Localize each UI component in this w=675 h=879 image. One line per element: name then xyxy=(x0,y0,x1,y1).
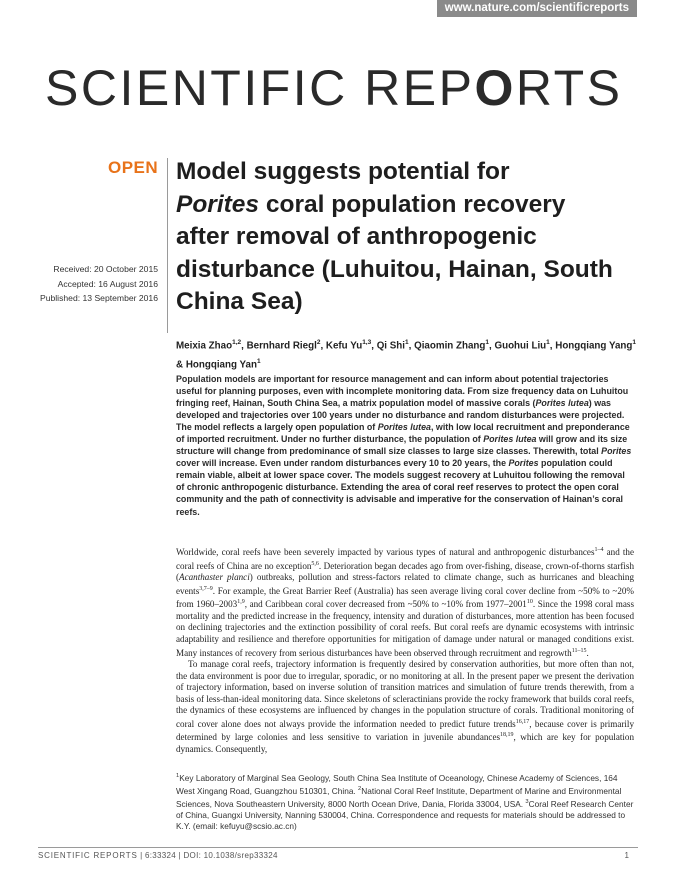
page-number: 1 xyxy=(624,851,629,860)
abstract-text: ) was developed and trajectories over 100 years under no disturbance and random disturbances were projected. The model reflects a largely open population of xyxy=(176,398,625,433)
author-affiliation-mark: 1 xyxy=(546,339,550,346)
author-separator: , xyxy=(408,340,415,352)
body-text: Acanthaster planci xyxy=(179,572,250,583)
abstract-text: will grow and its size structure will change from predominance of small size classes to large size classes. Therewith, total xyxy=(176,434,628,457)
citation-superscript: 3,7–9 xyxy=(199,585,213,592)
body-text: . xyxy=(586,647,589,658)
body-text: Worldwide, coral reefs have been severely impacted by various types of natural and anthropogenic disturbances xyxy=(176,547,595,558)
body-text: ) outbreaks, pollution and stress-factors related to climate change, such as hurricanes and bleaching events xyxy=(176,572,634,596)
body-text: , and Caribbean coral cover decreased from ~50% to ~10% from 1977–2001 xyxy=(244,599,527,610)
author-name: Kefu Yu xyxy=(325,340,363,352)
citation-superscript: 1–4 xyxy=(594,547,604,553)
abstract-text: Porites lutea xyxy=(483,434,537,445)
accepted-date: Accepted: 16 August 2016 xyxy=(57,278,158,289)
author-name: Bernhard Riegl xyxy=(246,340,317,352)
article-title xyxy=(176,156,616,319)
citation-superscript: 18,19 xyxy=(500,732,514,739)
author-affiliation-mark: 1 xyxy=(256,357,261,365)
body-text: , because cover is primarily determined by large colonies and less sensitive to variation in juvenile abundances xyxy=(176,718,634,743)
author-affiliation-mark: 1,2 xyxy=(232,339,242,346)
open-access-label: OPEN xyxy=(108,158,159,177)
body-text: . Deterioration began decades ago from over-fishing, disease, crown-of-thorns starfish ( xyxy=(176,560,634,583)
body-text: . Since the 1998 coral mass mortality and the predicted increase in the frequency, intensity and duration of disturbances, more attention has been focused on declining trajectories and the extinction possibility of coral reefs. But coral reefs are dynamic ecosystems with intrinsic adaptability and resilience and therefore opportunities for mitigation of damage under natural or managed conditions exist. Many instances of recovery from serious disturbances have been observed through recruitment and regrowth xyxy=(176,599,634,658)
masthead-part-1: SCIENTIFIC REP xyxy=(45,60,475,116)
footer-journal: SCIENTIFIC REPORTS xyxy=(38,851,138,860)
author-name: Hongqiang Yang xyxy=(555,340,633,352)
footer-divider xyxy=(38,847,638,848)
footer-doi: | 6:33324 | DOI: 10.1038/srep33324 xyxy=(137,851,278,860)
title-italic: Porites xyxy=(176,190,260,218)
affiliations xyxy=(176,771,636,833)
citation-superscript: 1,9 xyxy=(237,599,245,606)
author-name: Guohui Liu xyxy=(494,340,547,352)
abstract-text: Porites lutea xyxy=(535,398,589,409)
title-divider xyxy=(167,158,168,333)
affiliation-text: National Coral Reef Institute, Department of Marine and Environmental Sciences, Nova Southeastern University, 8000 North Ocean Drive, Dania, Florida 33004, USA. xyxy=(176,785,622,809)
body-text: . For example, the Great Barrier Reef (Australia) has seen average living coral cover decline from ~50% to ~20% from 1960–2003 xyxy=(176,585,634,610)
author-list xyxy=(176,335,636,373)
citation-superscript: 16,17 xyxy=(515,718,530,725)
author-name: Qiaomin Zhang xyxy=(414,340,486,352)
author-affiliation-mark: 1 xyxy=(405,339,409,346)
journal-url-badge[interactable]: www.nature.com/scientificreports xyxy=(437,0,637,17)
author-name: Hongqiang Yan xyxy=(185,359,257,371)
citation-superscript: 5,6 xyxy=(311,560,319,567)
author-affiliation-mark: 1 xyxy=(485,339,490,346)
abstract-text: population could remain viable, albeit at lower space cover. The models suggest recovery at Luhuitou following the removal of chronic anthropogenic disturbance. Extending the area of coral reef reserves to protect the open coral community and the path of connectivity is advisable and imperative for the conservation of Hainan’s coral reefs. xyxy=(176,458,625,517)
published-date: Published: 13 September 2016 xyxy=(39,293,158,303)
abstract-text: Porites lutea xyxy=(377,422,431,433)
body-text: , which are key for population dynamics. Consequently, xyxy=(176,732,635,754)
journal-masthead xyxy=(45,58,645,118)
affiliation-text: Coral Reef Research Center of China, Guangxi University, Nanning 530004, China. Correspondence and requests for materials should be addressed to K.Y. (email: kefuyu@scsio.ac.cn) xyxy=(176,798,634,832)
citation-superscript: 1 xyxy=(176,773,180,779)
author-separator: , xyxy=(371,340,377,352)
abstract-text: cover will increase. Even under random disturbances every 10 to 20 years, the xyxy=(176,458,509,469)
abstract-text: , with low local recruitment and preponderance of imported recruitment. Under no further disturbance, the population of xyxy=(176,422,630,445)
abstract-text: Porites xyxy=(601,446,632,457)
body-paragraph xyxy=(176,545,634,659)
body-text: To manage coral reefs, trajectory information is frequently desired by conservation authorities, but more often than not, the data environment is poor due to irregular, sporadic, or no monitoring at all. In the present paper we present the derivation of trajectory information, based on inverse solution of transition matrices and simulation of future trends therewith, from a basis of less-than-ideal monitoring data. Since skeletons of scleractinians provide the rocky framework that builds coral reefs, the dynamics of these ecosystems are influenced by changes in the population structure of corals. Traditional monitoring of coral cover alone does not always provide the information needed to predict future trends xyxy=(176,659,634,729)
abstract-text: Porites xyxy=(508,458,539,469)
author-separator: , xyxy=(549,340,556,352)
title-part-2: coral population recovery after removal of anthropogenic disturbance (Luhuitou, Hainan, South China Sea) xyxy=(176,190,613,316)
abstract-text: Population models are important for resource management and can inform about potential trajectories useful for planning purposes, even with incomplete monitoring data. From size frequency data on Luhuitou fringing reef, Hainan, South China Sea, a matrix population model of massive corals ( xyxy=(176,374,629,409)
citation-superscript: 10 xyxy=(526,599,533,606)
abstract xyxy=(176,373,634,518)
citation-superscript: 11–15 xyxy=(571,647,587,654)
title-part-1: Model suggests potential for xyxy=(176,158,510,185)
footer-citation xyxy=(38,851,278,860)
author-name: Meixia Zhao xyxy=(176,340,233,352)
citation-superscript: 2 xyxy=(358,786,362,793)
author-separator: & xyxy=(176,359,186,371)
publication-dates xyxy=(20,262,158,306)
author-separator: , xyxy=(241,340,247,352)
body-paragraph xyxy=(176,659,634,755)
affiliation-text: Key Laboratory of Marginal Sea Geology, South China Sea Institute of Oceanology, Chinese Academy of Sciences, 164 West Xingang Road, Guangzhou 510301, China. xyxy=(176,772,618,796)
author-separator: , xyxy=(320,340,326,352)
citation-superscript: 3 xyxy=(525,799,529,806)
author-name: Qi Shi xyxy=(376,340,405,352)
body-text: and the coral reefs of China are no exception xyxy=(176,547,634,571)
masthead-part-2: O xyxy=(474,60,516,116)
author-affiliation-mark: 1,3 xyxy=(362,339,372,346)
received-date: Received: 20 October 2015 xyxy=(53,264,158,274)
author-separator: , xyxy=(489,340,495,352)
author-affiliation-mark: 1 xyxy=(632,339,636,346)
masthead-part-3: RTS xyxy=(515,60,623,116)
article-body xyxy=(176,545,634,756)
author-affiliation-mark: 2 xyxy=(316,339,321,346)
